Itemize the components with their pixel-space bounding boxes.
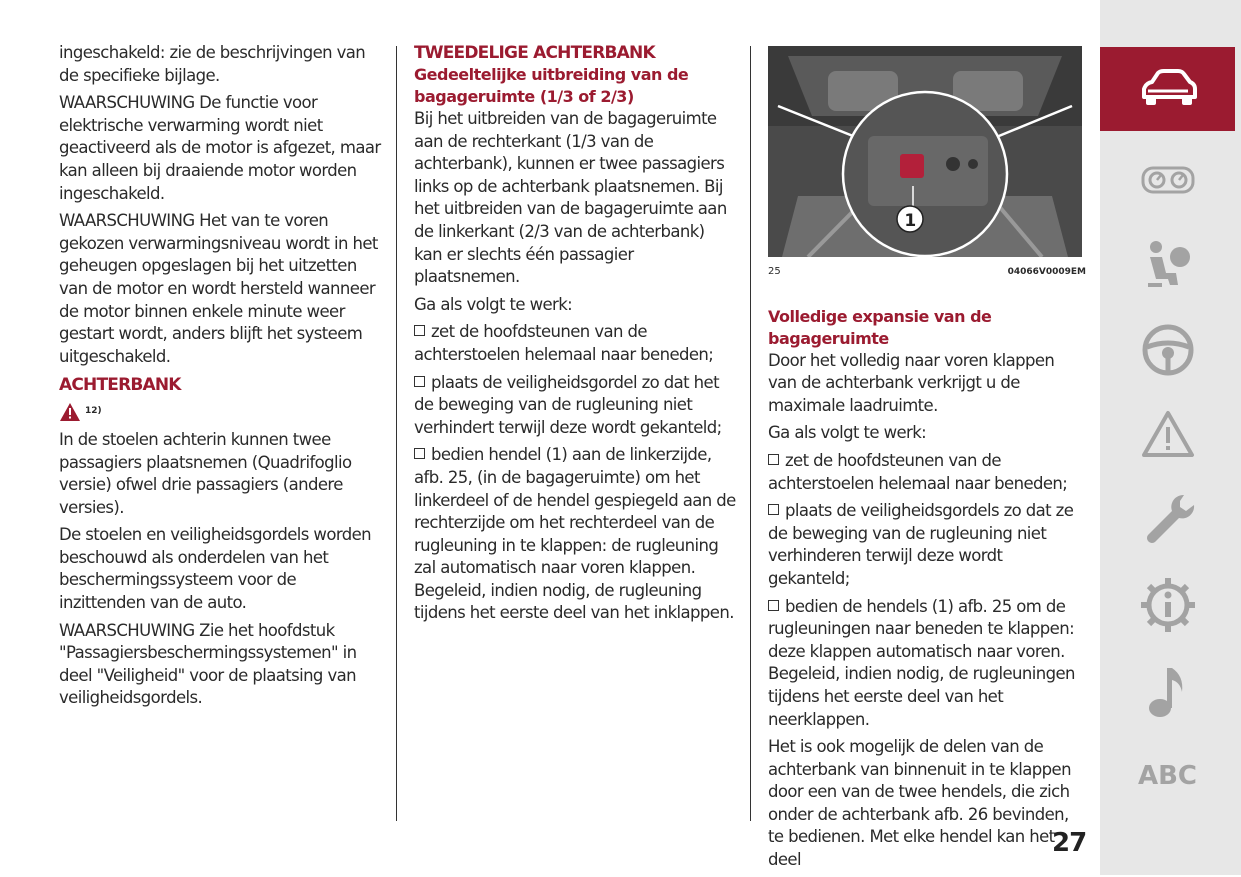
figure-code: 04066V0009EM [1007,267,1086,277]
index-abc-label: ABC [1137,761,1198,791]
column-1 [59,42,381,715]
warning-triangle-icon [1141,409,1195,459]
sidebar-item-safety[interactable] [1100,230,1235,300]
figure-callout-1: 1 [904,211,916,231]
warning-reference [59,400,381,423]
figure-number: 25 [768,266,781,277]
subheading-volledige-expansie: Volledige expansie van de bagageruimte [768,306,992,348]
steering-wheel-icon [1141,323,1195,377]
warning-ref-number: 12) [85,406,102,417]
sidebar-item-emergency[interactable] [1100,402,1235,466]
paragraph: ingeschakeld: zie de beschrijvingen van de specifieke bijlage. [59,43,366,85]
bullet-item: plaats de veiligheidsgordel zo dat het de beweging van de rugleuning niet verhindert terwijl deze wordt gekanteld; [414,372,722,437]
figure-trunk-lever [768,46,1082,257]
bullet-square-icon [768,454,779,465]
bullet-square-icon [768,504,779,515]
airbag-passenger-icon [1140,237,1196,293]
warning-paragraph: WAARSCHUWING Het van te voren gekozen verwarmingsniveau wordt in het geheugen opgeslagen bij het uitzetten van de motor en wordt hersteld wanneer de motor binnen enkele minute weer gestart wordt, anders blijft het systeem uitgeschakeld. [59,211,378,366]
trunk-illustration [768,46,1082,257]
bullet-item: plaats de veiligheidsgordels zo dat ze de beweging van de rugleuning niet verhinderen terwijl deze wordt gekanteld; [768,501,1074,588]
column-3 [768,42,1086,877]
instrument-cluster-icon [1140,162,1196,198]
bullet-square-icon [414,325,425,336]
music-note-icon [1144,662,1192,720]
paragraph: Ga als volgt te werk: [768,423,927,443]
subheading-gedeeltelijke-uitbreiding: Gedeeltelijke uitbreiding van de bagageruimte (1/3 of 2/3) [414,65,689,106]
chapter-sidebar [1100,0,1241,875]
section-heading-tweedelige-achterbank: TWEEDELIGE ACHTERBANK [414,43,655,63]
column-divider [750,46,751,821]
bullet-square-icon [414,448,425,459]
sidebar-item-index[interactable] [1100,752,1235,800]
gear-info-icon [1139,576,1197,634]
warning-paragraph: WAARSCHUWING Zie het hoofdstuk "Passagiersbeschermingssystemen" in deel "Veiligheid" voor de plaatsing van veiligheidsgordels. [59,620,357,708]
sidebar-item-maintenance[interactable] [1100,488,1235,554]
bullet-item: zet de hoofdsteunen van de achterstoelen helemaal naar beneden; [414,322,714,364]
sidebar-item-multimedia[interactable] [1100,658,1235,724]
paragraph: Door het volledig naar voren klappen van de achterbank verkrijgt u de maximale laadruimte. [768,350,1055,415]
section-heading-achterbank: ACHTERBANK [59,375,181,396]
paragraph: Bij het uitbreiden van de bagageruimte aan de rechterkant (1/3 van de achterbank), kunnen er twee passagiers links op de achterbank plaatsnemen. Bij het uitbreiden van de bagageruimte aan de linkerkant (2/3 van de achterbank) kan er slechts één passagier plaatsnemen. [414,109,727,287]
bullet-item: bedien de hendels (1) afb. 25 om de rugleuningen naar beneden te klappen: deze klappen automatisch naar voren. Begeleid, indien nodig, de rugleuningen tijdens het eerste deel van het neerklappen. [768,596,1075,729]
column-2 [414,42,736,630]
sidebar-item-driving[interactable] [1100,318,1235,382]
bullet-item: zet de hoofdsteunen van de achterstoelen helemaal naar beneden; [768,450,1068,493]
paragraph: Het is ook mogelijk de delen van de achterbank van binnenuit in te klappen door een van de twee hendels, die zich onder de achterbank afb. 26 bevinden, te bedienen. Met elke hendel kan het deel [768,737,1071,870]
paragraph: Ga als volgt te werk: [414,294,573,314]
sidebar-item-dashboard[interactable] [1100,150,1235,210]
paragraph: In de stoelen achterin kunnen twee passagiers plaatsnemen (Quadrifoglio versie) ofwel drie passagiers (andere versies). [59,429,352,517]
sidebar-item-technical-data[interactable] [1100,572,1235,638]
sidebar-item-car[interactable] [1100,47,1235,131]
warning-paragraph: WAARSCHUWING De functie voor elektrische verwarming wordt niet geactiveerd als de motor is afgezet, maar kan alleen bij draaiende motor worden ingeschakeld. [59,93,381,203]
bullet-square-icon [768,600,779,611]
paragraph: De stoelen en veiligheidsgordels worden beschouwd als onderdelen van het beschermingssysteem voor de inzittenden van de auto. [59,525,371,613]
warning-triangle-icon [59,402,81,422]
figure-caption [768,261,1086,284]
wrench-icon [1140,491,1196,551]
bullet-item: bedien hendel (1) aan de linkerzijde, afb. 25, (in de bagageruimte) om het linkerdeel of de hendel gespiegeld aan de rechterzijde om het rechterdeel van de rugleuning in te klappen: de rugleuning zal automatisch naar voren klappen. Begeleid, indien nodig, de rugleuning tijdens het eerste deel van het inklappen. [414,445,736,623]
page-number: 27 [1052,828,1087,858]
column-divider [396,46,397,821]
car-icon [1138,67,1198,111]
bullet-square-icon [414,376,425,387]
